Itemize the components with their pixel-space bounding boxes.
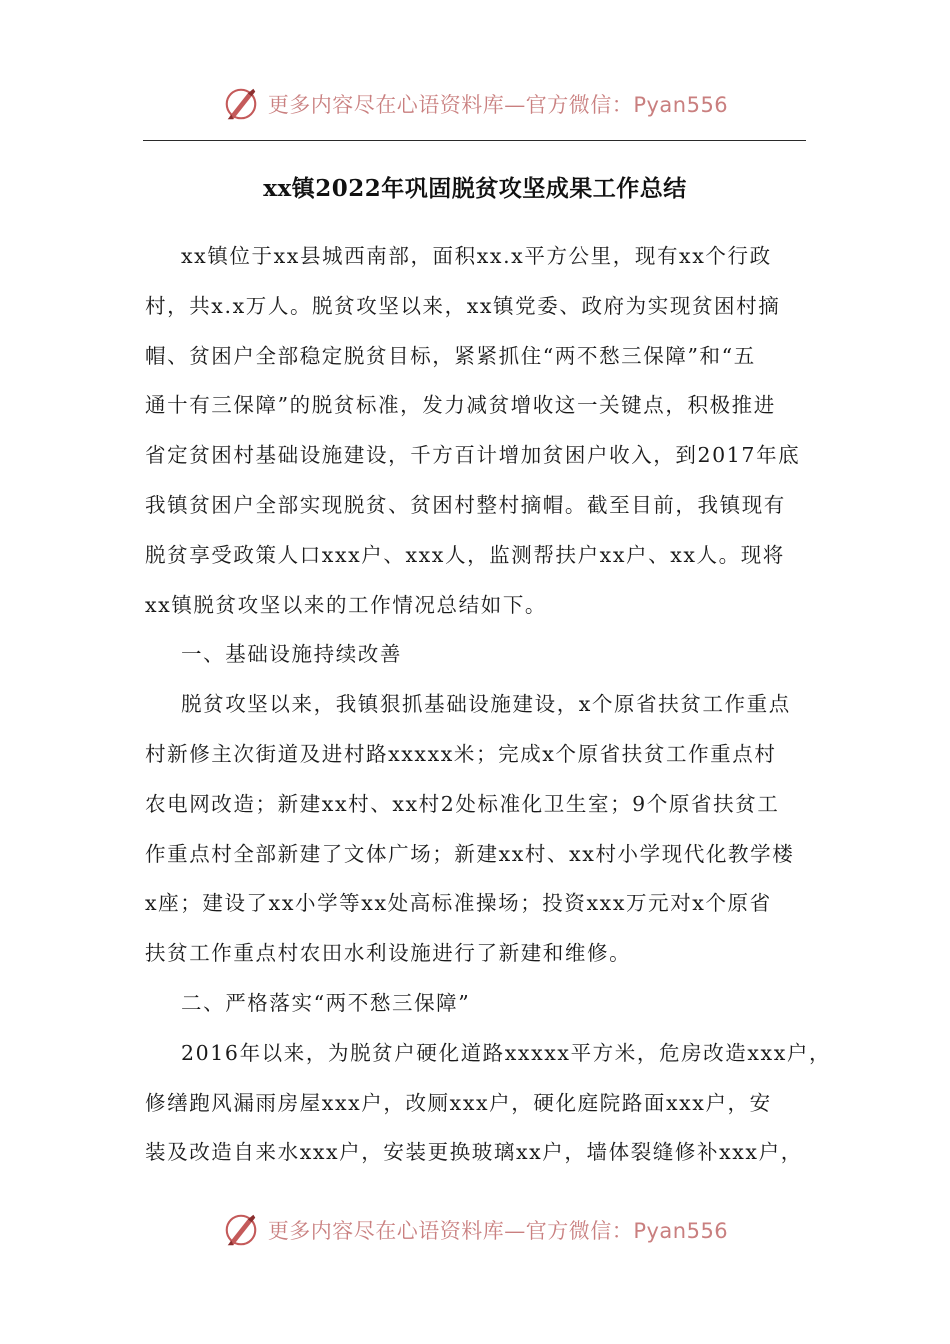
- paragraph-line: 脱贫攻坚以来，我镇狠抓基础设施建设，x个原省扶贫工作重点: [181, 692, 791, 717]
- header-divider: [143, 140, 806, 141]
- paragraph-line: 我镇贫困户全部实现脱贫、贫困村整村摘帽。截至目前，我镇现有: [145, 492, 786, 517]
- paragraph-line: 农电网改造；新建xx村、xx村2处标准化卫生室；9个原省扶贫工: [145, 791, 780, 816]
- page-title: xx镇2022年巩固脱贫攻坚成果工作总结: [263, 175, 687, 202]
- paragraph-line: 作重点村全部新建了文体广场；新建xx村、xx村小学现代化教学楼: [145, 841, 795, 866]
- pen-logo-icon: [222, 1211, 260, 1249]
- paragraph-line: 帽、贫困户全部稳定脱贫目标，紧紧抓住“两不愁三保障”和“五: [145, 343, 756, 368]
- paragraph-line: 修缮跑风漏雨房屋xxx户，改厕xxx户，硬化庭院路面xxx户，安: [145, 1090, 772, 1115]
- paragraph-line: 装及改造自来水xxx户，安装更换玻璃xx户，墙体裂缝修补xxx户，: [145, 1140, 803, 1165]
- paragraph-line: 扶贫工作重点村农田水利设施进行了新建和维修。: [145, 941, 632, 966]
- paragraph-line: 省定贫困村基础设施建设，千方百计增加贫困户收入，到2017年底: [145, 443, 801, 468]
- paragraph-line: xx镇脱贫攻坚以来的工作情况总结如下。: [145, 592, 548, 617]
- paragraph-line: 2016年以来，为脱贫户硬化道路xxxxx平方米，危房改造xxx户，: [181, 1040, 832, 1065]
- section-heading: 二、严格落实“两不愁三保障”: [181, 990, 471, 1015]
- wechat-id: Pyan556: [633, 93, 729, 117]
- pen-logo-icon: [222, 85, 260, 123]
- paragraph-line: 村新修主次街道及进村路xxxxx米；完成x个原省扶贫工作重点村: [145, 741, 777, 766]
- wechat-id: Pyan556: [633, 1219, 729, 1243]
- header-watermark: [0, 82, 950, 126]
- paragraph-line: 通十有三保障”的脱贫标准，发力减贫增收这一关键点，积极推进: [145, 393, 776, 418]
- paragraph-line: 村，共x.x万人。脱贫攻坚以来，xx镇党委、政府为实现贫困村摘: [145, 293, 781, 318]
- paragraph-line: x座；建设了xx小学等xx处高标准操场；投资xxx万元对x个原省: [145, 891, 772, 916]
- document-body: [145, 232, 832, 1178]
- paragraph-line: xx镇位于xx县城西南部，面积xx.x平方公里，现有xx个行政: [181, 244, 772, 268]
- watermark-text: 更多内容尽在心语资料库—官方微信：Pyan556: [267, 93, 729, 117]
- paragraph-line: 脱贫享受政策人口xxx户、xxx人，监测帮扶户xx户、xx人。现将: [145, 542, 785, 567]
- watermark-text: 更多内容尽在心语资料库—官方微信：Pyan556: [267, 1219, 729, 1243]
- section-heading: 一、基础设施持续改善: [181, 642, 402, 667]
- footer-watermark: [0, 1208, 950, 1252]
